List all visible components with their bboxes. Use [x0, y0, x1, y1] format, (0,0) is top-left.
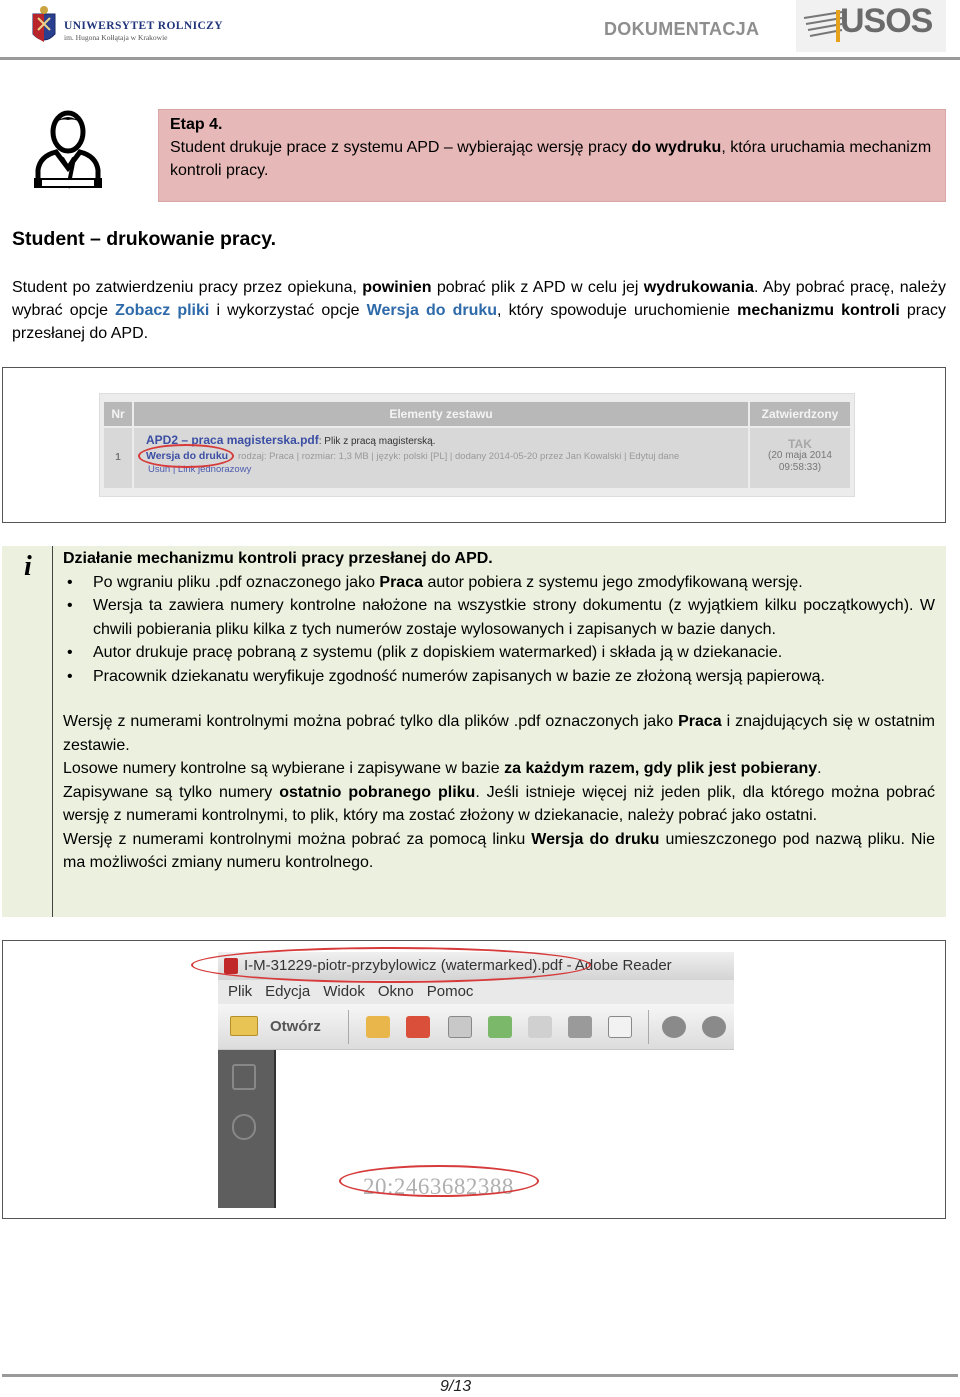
menu-bar: [218, 980, 734, 1004]
col-nr: Nr: [104, 402, 132, 426]
info-paragraph: [63, 828, 935, 875]
etap-text-bold: do wydruku: [631, 139, 722, 156]
list-bold: Praca: [379, 573, 423, 591]
page-number: 9/13: [440, 1378, 472, 1395]
etap-text-a: Student drukuje prace z systemu APD – wybierając wersję pracy: [170, 139, 632, 156]
table-header: [104, 402, 852, 426]
menu-plik[interactable]: Plik: [228, 983, 253, 1000]
highlight-ellipse: [138, 444, 234, 468]
list-item: • Autor drukuje pracę pobraną z systemu (plik z dopiskiem watermarked) i składa ją w dziekanacie.: [63, 641, 935, 665]
attachment-icon[interactable]: [232, 1114, 256, 1140]
documentation-label: DOKUMENTACJA: [604, 19, 760, 39]
file-actions[interactable]: Usuń | Link jednorazowy: [148, 464, 252, 475]
adobe-reader-screenshot: [2, 940, 946, 1219]
title-highlight-ellipse: [191, 947, 591, 983]
etap-text-c: , która uruchamia mechanizm kontroli pracy.: [170, 139, 932, 179]
edit-icon[interactable]: [448, 1016, 472, 1038]
toolbar-separator: [648, 1010, 649, 1044]
watermark-highlight-ellipse: [339, 1165, 539, 1197]
wersja-do-druku-link[interactable]: Wersja do druku: [146, 450, 229, 462]
para-bold: ostatnio pobranego pliku: [279, 783, 476, 801]
footer-divider: [2, 1374, 958, 1377]
intro-bold: wydrukowania: [643, 279, 755, 296]
intro-text: , który spowoduje uruchomienie: [497, 302, 738, 319]
page-header: [0, 0, 960, 62]
list-text: autor pobiera z systemu jego zmodyfikowaną wersję.: [423, 573, 803, 591]
para-bold: Praca: [678, 713, 722, 730]
para-text: Wersję z numerami kontrolnymi można pobrać za pomocą linku: [63, 830, 532, 848]
info-divider: [52, 546, 53, 917]
upload-cloud-icon[interactable]: [488, 1016, 512, 1038]
info-paragraph: [63, 781, 935, 828]
usos-logo: [796, 0, 946, 52]
etap-text: [170, 136, 934, 182]
info-paragraph: [63, 710, 935, 757]
para-text: . Jeśli istnieje więcej niż jeden plik, dla którego można pobrać wersję z numerami kontrolnymi, to plik, który ma zostać złożony w dziekanacie, należy pobrać jako ostatni.: [63, 783, 936, 824]
university-crest-icon: [30, 4, 58, 48]
toolbar: [218, 1004, 734, 1050]
intro-bold: powinien: [362, 279, 432, 296]
keyword-wersja-do-druku: Wersja do druku: [366, 302, 498, 319]
col-zatwierdzony: Zatwierdzony: [750, 402, 850, 426]
table-row: [104, 428, 852, 488]
col-elementy: Elementy zestawu: [134, 402, 748, 426]
file-metadata: rodzaj: Praca | rozmiar: 1,3 MB | język: polski [PL] | dodany 2014-05-20 przez Jan Kowalski | Edytuj dane: [238, 451, 680, 462]
menu-widok[interactable]: Widok: [323, 983, 365, 1000]
section-title: Student – drukowanie pracy.: [12, 228, 277, 250]
etap-box: [158, 109, 946, 202]
status-value: TAK: [788, 437, 812, 451]
navigation-sidebar: [218, 1050, 274, 1208]
header-divider: [0, 57, 960, 60]
para-bold: za każdym razem, gdy plik jest pobierany: [504, 760, 818, 777]
combine-pdf-icon[interactable]: [406, 1016, 430, 1038]
info-heading: Działanie mechanizmu kontroli pracy przesłanej do APD.: [63, 550, 493, 567]
para-bold: Wersja do druku: [531, 830, 660, 848]
para-text: Wersję z numerami kontrolnymi można pobrać tylko dla plików .pdf oznaczonych jako: [63, 713, 679, 730]
info-icon: i: [24, 551, 32, 582]
menu-okno[interactable]: Okno: [377, 983, 414, 1000]
save-icon[interactable]: [528, 1016, 552, 1038]
list-text: Po wgraniu pliku .pdf oznaczonego jako: [93, 573, 380, 591]
open-label: Otwórz: [270, 1017, 321, 1035]
info-paragraph: [63, 757, 935, 781]
file-description: : Plik z pracą magisterską.: [318, 436, 436, 447]
toolbar-separator: [348, 1010, 349, 1044]
para-text: Zapisywane są tylko numery: [63, 783, 280, 801]
university-name: UNIWERSYTET ROLNICZY: [64, 20, 223, 32]
folder-icon: [230, 1016, 258, 1036]
usos-logo-text: USOS: [840, 2, 933, 40]
print-icon[interactable]: [568, 1016, 592, 1038]
intro-text: Student po zatwierdzeniu pracy przez opiekuna,: [12, 279, 363, 296]
status-time: 09:58:33): [778, 462, 822, 473]
row-number: 1: [104, 428, 132, 488]
info-content: [63, 547, 935, 875]
open-button[interactable]: [230, 1016, 321, 1036]
intro-text: . Aby pobrać pracę, należy wybrać opcje: [12, 279, 947, 319]
page-edge: [274, 1050, 276, 1208]
para-text: Losowe numery kontrolne są wybierane i zapisywane w bazie: [63, 760, 505, 777]
info-list: [63, 571, 935, 689]
spacer: [63, 688, 935, 710]
email-icon[interactable]: [608, 1016, 632, 1038]
files-table: [99, 393, 855, 497]
file-link[interactable]: APD2 – praca magisterska.pdf: [146, 433, 319, 447]
status-date: (20 maja 2014: [768, 450, 832, 461]
para-text: umieszczonego pod nazwą pliku. Nie ma możliwości zmiany numeru kontrolnego.: [63, 830, 936, 871]
intro-text: pracy przesłanej do APD.: [12, 302, 947, 342]
menu-pomoc[interactable]: Pomoc: [426, 983, 474, 1000]
student-icon: [32, 108, 104, 190]
intro-text: i wykorzystać opcje: [209, 302, 367, 319]
intro-paragraph: [12, 276, 946, 345]
apd-screenshot: [2, 367, 946, 523]
intro-text: pobrać plik z APD w celu jej: [431, 279, 644, 296]
pages-icon[interactable]: [232, 1064, 256, 1090]
watermark-number: 20:2463682388: [363, 1174, 514, 1199]
create-pdf-icon[interactable]: [366, 1016, 390, 1038]
list-item: [63, 571, 935, 595]
intro-bold: mechanizmu kontroli: [737, 302, 900, 319]
keyword-zobacz-pliki: Zobacz pliki: [115, 302, 210, 319]
menu-edycja[interactable]: Edycja: [265, 983, 311, 1000]
page-down-icon[interactable]: [702, 1016, 726, 1038]
list-item: • Wersja ta zawiera numery kontrolne nałożone na wszystkie strony dokumentu (z wyjątkiem kilku początkowych). W chwili pobierania pliku kilka z tych numerów zostaje wylosowanych i zapisanych w bazie danych.: [63, 594, 935, 641]
para-text: .: [817, 760, 822, 777]
list-item: • Pracownik dziekanatu weryfikuje zgodność numerów zapisanych w bazie ze złożoną wersją papierową.: [63, 665, 935, 689]
para-text: i znajdujących się w ostatnim zestawie.: [63, 713, 935, 754]
university-subtitle: im. Hugona Kołłątaja w Krakowie: [64, 33, 168, 42]
window-title: I-M-31229-piotr-przybylowicz (watermarked).pdf - Adobe Reader: [244, 957, 672, 974]
row-element: [134, 428, 748, 488]
row-status: [750, 428, 850, 488]
page-up-icon[interactable]: [662, 1016, 686, 1038]
etap-title: Etap 4.: [170, 116, 223, 133]
info-box: [2, 546, 946, 917]
